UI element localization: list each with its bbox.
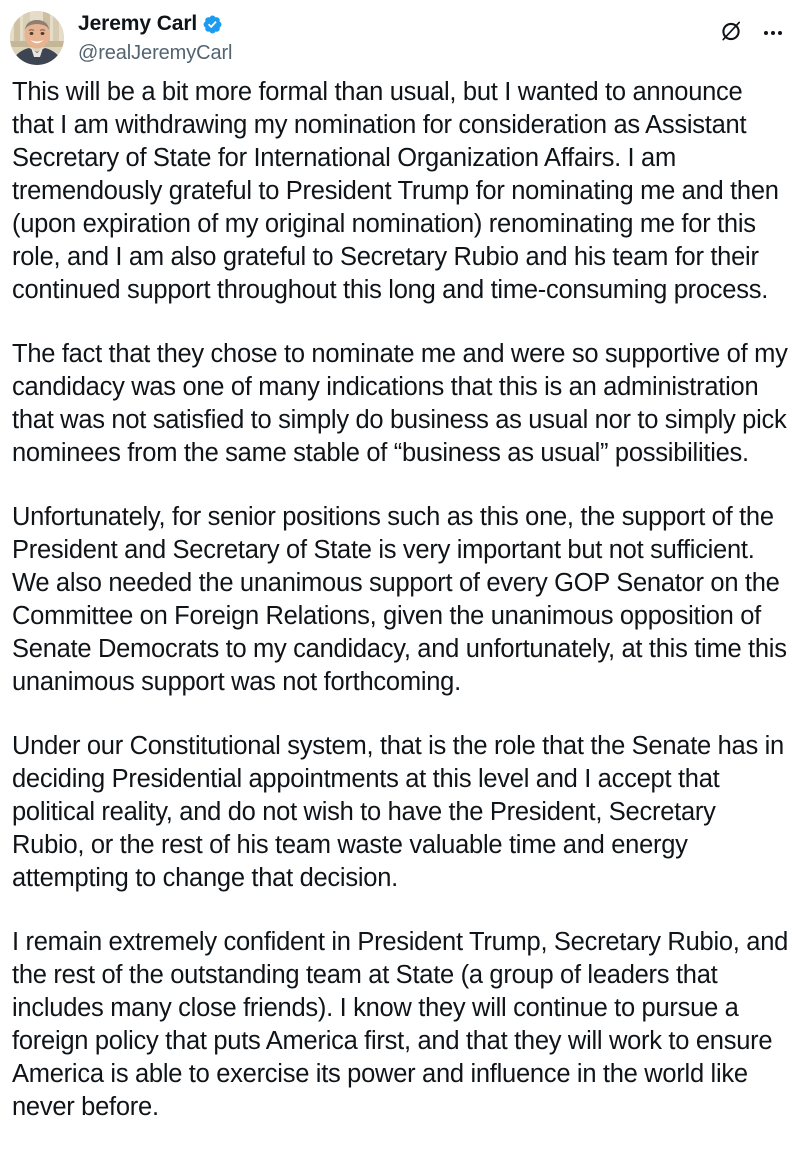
- tweet-paragraph: I remain extremely confident in President Trump, Secretary Rubio, and the rest of the outstanding team at State (a group of leaders that includes many close friends). I know they will continue to pursue a foreign policy that puts America first, and that they will work to ensure America is able to exercise its power and influence in the world like never before.: [12, 928, 789, 1121]
- tweet-paragraph: This will be a bit more formal than usual, but I wanted to announce that I am withdrawing my nomination for consideration as Assistant Secretary of State for International Organization Affairs. I am tremendously grateful to President Trump for nominating me and then (upon expiration of my original nomination) renominating me for this role, and I am also grateful to Secretary Rubio and his team for their continued support throughout this long and time-consuming process.: [12, 78, 779, 304]
- tweet-text-body: [0, 76, 800, 1124]
- avatar[interactable]: [10, 11, 64, 65]
- more-dot: [764, 31, 768, 35]
- tweet-paragraph: The fact that they chose to nominate me and were so supportive of my candidacy was one of many indications that this is an administration that was not satisfied to simply do business as usual nor to simply pick nominees from the same stable of “business as usual” possibilities.: [12, 340, 788, 467]
- display-name[interactable]: Jeremy Carl: [78, 12, 198, 35]
- more-dot: [771, 31, 775, 35]
- tweet-paragraph: Unfortunately, for senior positions such as this one, the support of the President and Secretary of State is very important but not sufficient. We also needed the unanimous support of every GOP Senator on the Committee on Foreign Relations, given the unanimous opposition of Senate Democrats to my candidacy, and unfortunately, at this time this unanimous support was not forthcoming.: [12, 503, 787, 696]
- tweet-paragraph: Under our Constitutional system, that is the role that the Senate has in deciding Presidential appointments at this level and I accept that political reality, and do not wish to have the President, Secretary Rubio, or the rest of his team waste valuable time and energy attempting to change that decision.: [12, 732, 784, 892]
- author-handle[interactable]: @realJeremyCarl: [78, 42, 233, 64]
- more-dot: [778, 31, 782, 35]
- verified-badge-icon: [202, 14, 223, 35]
- author-name-row: [78, 11, 232, 37]
- tweet-header: [0, 0, 800, 76]
- grok-icon[interactable]: [718, 18, 744, 44]
- header-actions: [718, 10, 786, 46]
- author-identity: [78, 10, 232, 66]
- more-options-icon[interactable]: [760, 20, 786, 46]
